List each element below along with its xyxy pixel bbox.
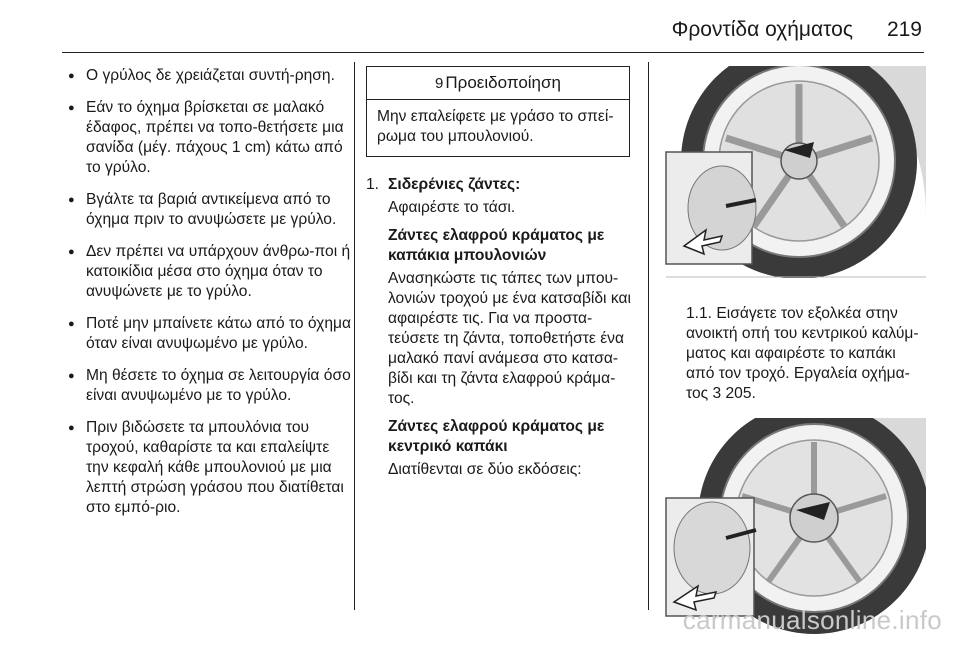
warning-text: Μην επαλείφετε με γράσο το σπεί-ρωμα του μπουλονιού. [377, 108, 614, 145]
reference-icon: 3 [712, 385, 722, 402]
list-item: ● Δεν πρέπει να υπάρχουν άνθρω-ποι ή κατοικίδια μέσα στο όχημα όταν το ανυψώνετε με το γρύλο. [64, 242, 354, 302]
caption-text: 1.1. Εισάγετε τον εξολκέα στην ανοικτή οπή του κεντρικού καλύμ-ματος και αφαιρέστε το καπάκι από τον τροχό. Εργαλεία οχήμα-τος [686, 305, 919, 402]
figure-caption [664, 304, 926, 404]
paragraph-bolt-caps: Ανασηκώστε τις τάπες των μπου-λονιών τροχού με ένα κατσαβίδι και αφαιρέστε τις. Για να προστα-τεύσετε τη ζάντα, τοποθετήστε ένα μαλακό πανί ανάμεσα στο κατσα-βίδι και τη ζάντα ελαφρού κράμα-τος. [388, 270, 631, 407]
watermark: carmanualsonline.info [682, 605, 942, 635]
instructions-column [366, 66, 636, 480]
safety-bullets [64, 66, 354, 530]
figure-column [664, 66, 926, 648]
paragraph-center-cap: Διατίθενται σε δύο εκδόσεις: [388, 461, 582, 478]
warning-title: Προειδοποίηση [445, 73, 561, 92]
section-title: Φροντίδα οχήματος [671, 18, 853, 41]
step-1 [366, 175, 636, 480]
warning-box [366, 66, 630, 157]
column-divider-left [354, 62, 355, 610]
warning-header [367, 67, 629, 100]
wheel-illustration-top [664, 66, 926, 284]
list-item: ● Βγάλτε τα βαριά αντικείμενα από το όχημα πριν το ανυψώσετε με γρύλο. [64, 190, 354, 230]
list-item: ● Πριν βιδώσετε τα μπουλόνια του τροχού, καθαρίστε τα και επαλείψτε την κεφαλή κάθε μπουλονιού με μια λεπτή στρώση γράσου που διατίθεται στο εμπό-ριο. [64, 418, 354, 518]
step-number: 1. [366, 176, 380, 193]
subheading-center-cap: Ζάντες ελαφρού κράματος με κεντρικό καπάκι [388, 418, 605, 455]
step-line: Αφαιρέστε το τάσι. [388, 199, 516, 216]
list-item: ● Μη θέσετε το όχημα σε λειτουργία όσο είναι ανυψωμένο με το γρύλο. [64, 366, 354, 406]
warning-icon: 9 [435, 75, 444, 92]
step-title [366, 175, 636, 195]
list-item: ● Εάν το όχημα βρίσκεται σε μαλακό έδαφος, πρέπει να τοπο-θετήσετε μια σανίδα (μέγ. πάχους 1 cm) κάτω από το γρύλο. [64, 98, 354, 178]
page-number: 219 [886, 18, 922, 41]
list-item: ● Ποτέ μην μπαίνετε κάτω από το όχημα όταν είναι ανυψωμένο με γρύλο. [64, 314, 354, 354]
header-rule [62, 52, 924, 53]
list-item: ● Ο γρύλος δε χρειάζεται συντή-ρηση. [64, 66, 354, 86]
column-divider-right [648, 62, 649, 610]
step-title-text: Σιδερένιες ζάντες: [388, 176, 521, 193]
page-header [672, 18, 922, 42]
caption-reference: 205. [725, 385, 756, 402]
subheading-bolt-caps: Ζάντες ελαφρού κράματος με καπάκια μπουλονιών [388, 227, 605, 264]
